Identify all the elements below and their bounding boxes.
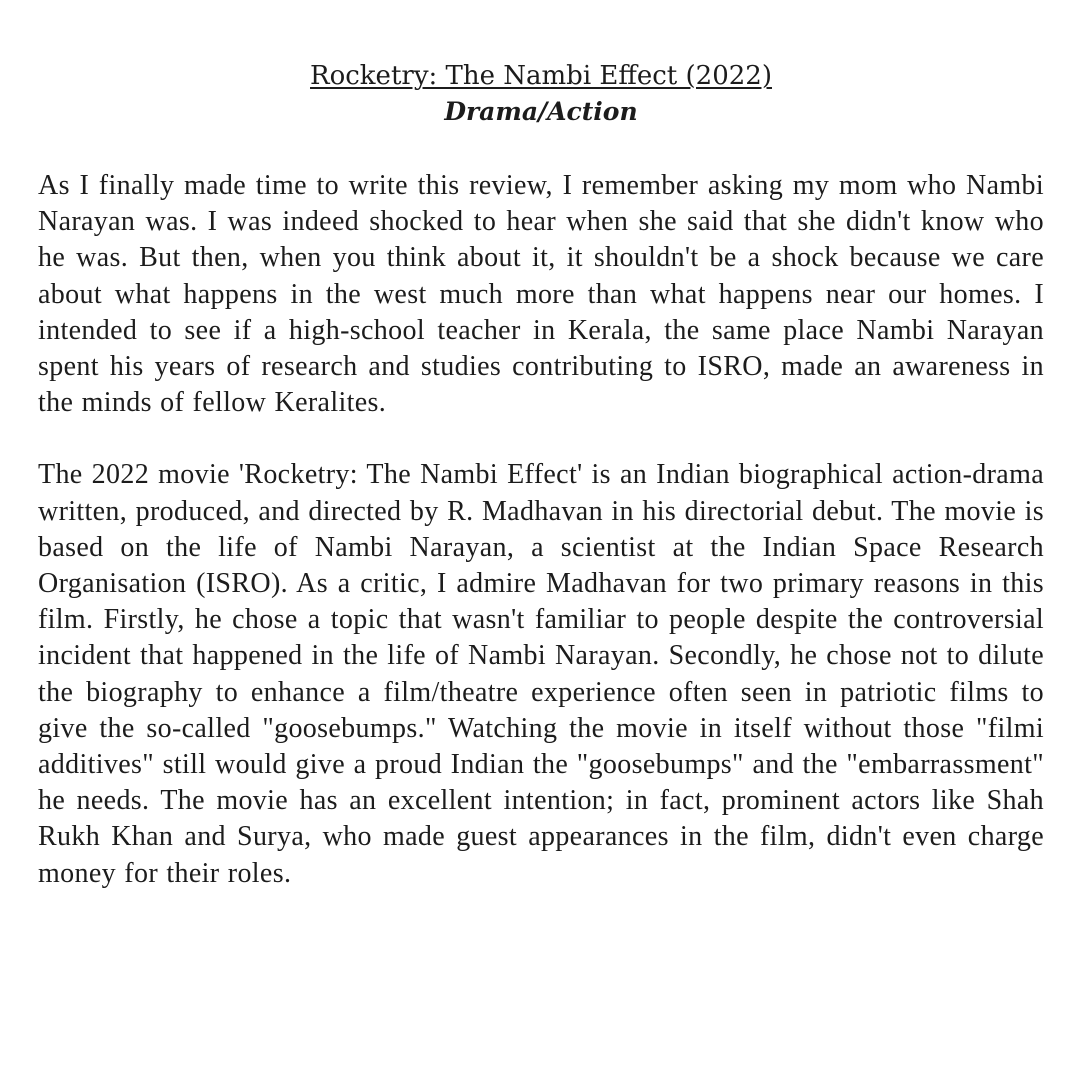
review-paragraph-1: As I finally made time to write this review, I remember asking my mom who Nambi Narayan was. I was indeed shocked to hear when she said that she didn't know who he was. But then, when you think about it, it shouldn't be a shock because we care about what happens in the west much more than what happens near our homes. I intended to see if a high-school teacher in Kerala, the same place Nambi Narayan spent his years of research and studies contributing to ISRO, made an awareness in the minds of fellow Keralites. xyxy=(38,170,1044,419)
review-paragraph-2: The 2022 movie 'Rocketry: The Nambi Effect' is an Indian biographical action-drama written, produced, and directed by R. Madhavan in his directorial debut. The movie is based on the life of Nambi Narayan, a scientist at the Indian Space Research Organisation (ISRO). As a critic, I admire Madhavan for two primary reasons in this film. Firstly, he chose a topic that wasn't familiar to people despite the controversial incident that happened in the life of Nambi Narayan. Secondly, he chose not to dilute the biography to enhance a film/theatre experience often seen in patriotic films to give the so-called "goosebumps." Watching the movie in itself without those "filmi additives" still would give a proud Indian the "goosebumps" and the "embarrassment" he needs. The movie has an excellent intention; in fact, prominent actors like Shah Rukh Khan and Surya, who made guest appearances in the film, didn't even charge money for their roles. xyxy=(38,459,1044,889)
movie-genre: Drama/Action xyxy=(444,97,638,126)
movie-title: Rocketry: The Nambi Effect (2022) xyxy=(310,61,772,91)
review-header xyxy=(38,58,1044,130)
review-page xyxy=(38,58,1044,892)
